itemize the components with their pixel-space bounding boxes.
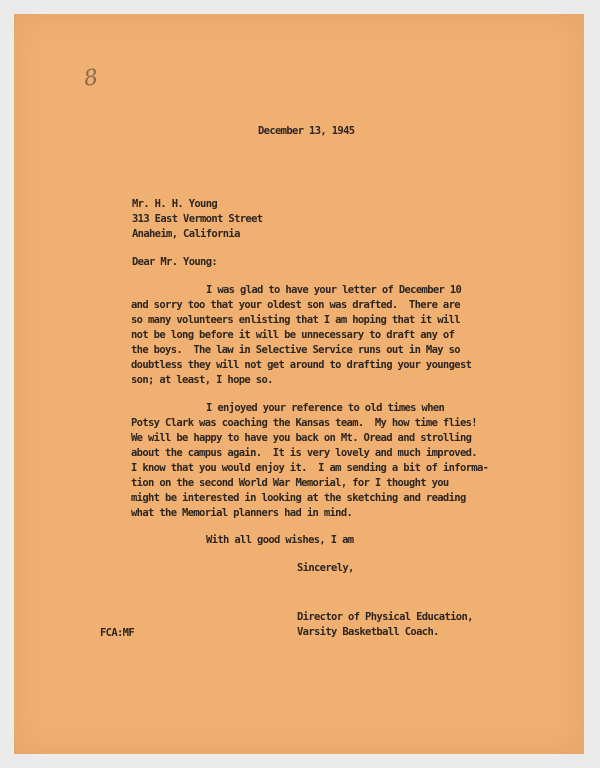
margin-pencil-mark: 8 (82, 65, 100, 92)
salutation: Dear Mr. Young: (132, 256, 218, 268)
body-line: not be long before it will be unnecessary to draft any of (131, 329, 455, 341)
closing-wish: With all good wishes, I am (206, 534, 354, 546)
body-line: son; at least, I hope so. (131, 374, 273, 386)
body-line: and sorry too that your oldest son was drafted. There are (131, 299, 460, 311)
address-line: 313 East Vermont Street (132, 213, 263, 225)
signature-title: Varsity Basketball Coach. (297, 626, 439, 638)
body-line: what the Memorial planners had in mind. (131, 507, 353, 519)
signature-title: Director of Physical Education, (297, 611, 473, 623)
body-line: tion on the second World War Memorial, for I thought you (131, 477, 449, 489)
letter-page (14, 14, 584, 754)
typist-initials: FCA:MF (100, 627, 135, 639)
body-line: I enjoyed your reference to old times when (206, 402, 445, 414)
letter-date: December 13, 1945 (258, 125, 355, 137)
body-line: the boys. The law in Selective Service runs out in May so (131, 344, 460, 356)
body-line: We will be happy to have you back on Mt. Oread and strolling (131, 432, 472, 444)
address-line: Anaheim, California (132, 228, 240, 240)
body-line: about the campus again. It is very lovely and much improved. (131, 447, 477, 459)
address-line: Mr. H. H. Young (132, 198, 218, 210)
body-line: doubtless they will not get around to drafting your youngest (131, 359, 472, 371)
body-line: so many volunteers enlisting that I am hoping that it will (131, 314, 460, 326)
body-line: I was glad to have your letter of December 10 (206, 284, 462, 296)
closing: Sincerely, (297, 562, 354, 574)
body-line: might be interested in looking at the sketching and reading (131, 492, 466, 504)
body-line: Potsy Clark was coaching the Kansas team. My how time flies! (131, 417, 477, 429)
body-line: I know that you would enjoy it. I am sending a bit of informa- (131, 462, 489, 474)
